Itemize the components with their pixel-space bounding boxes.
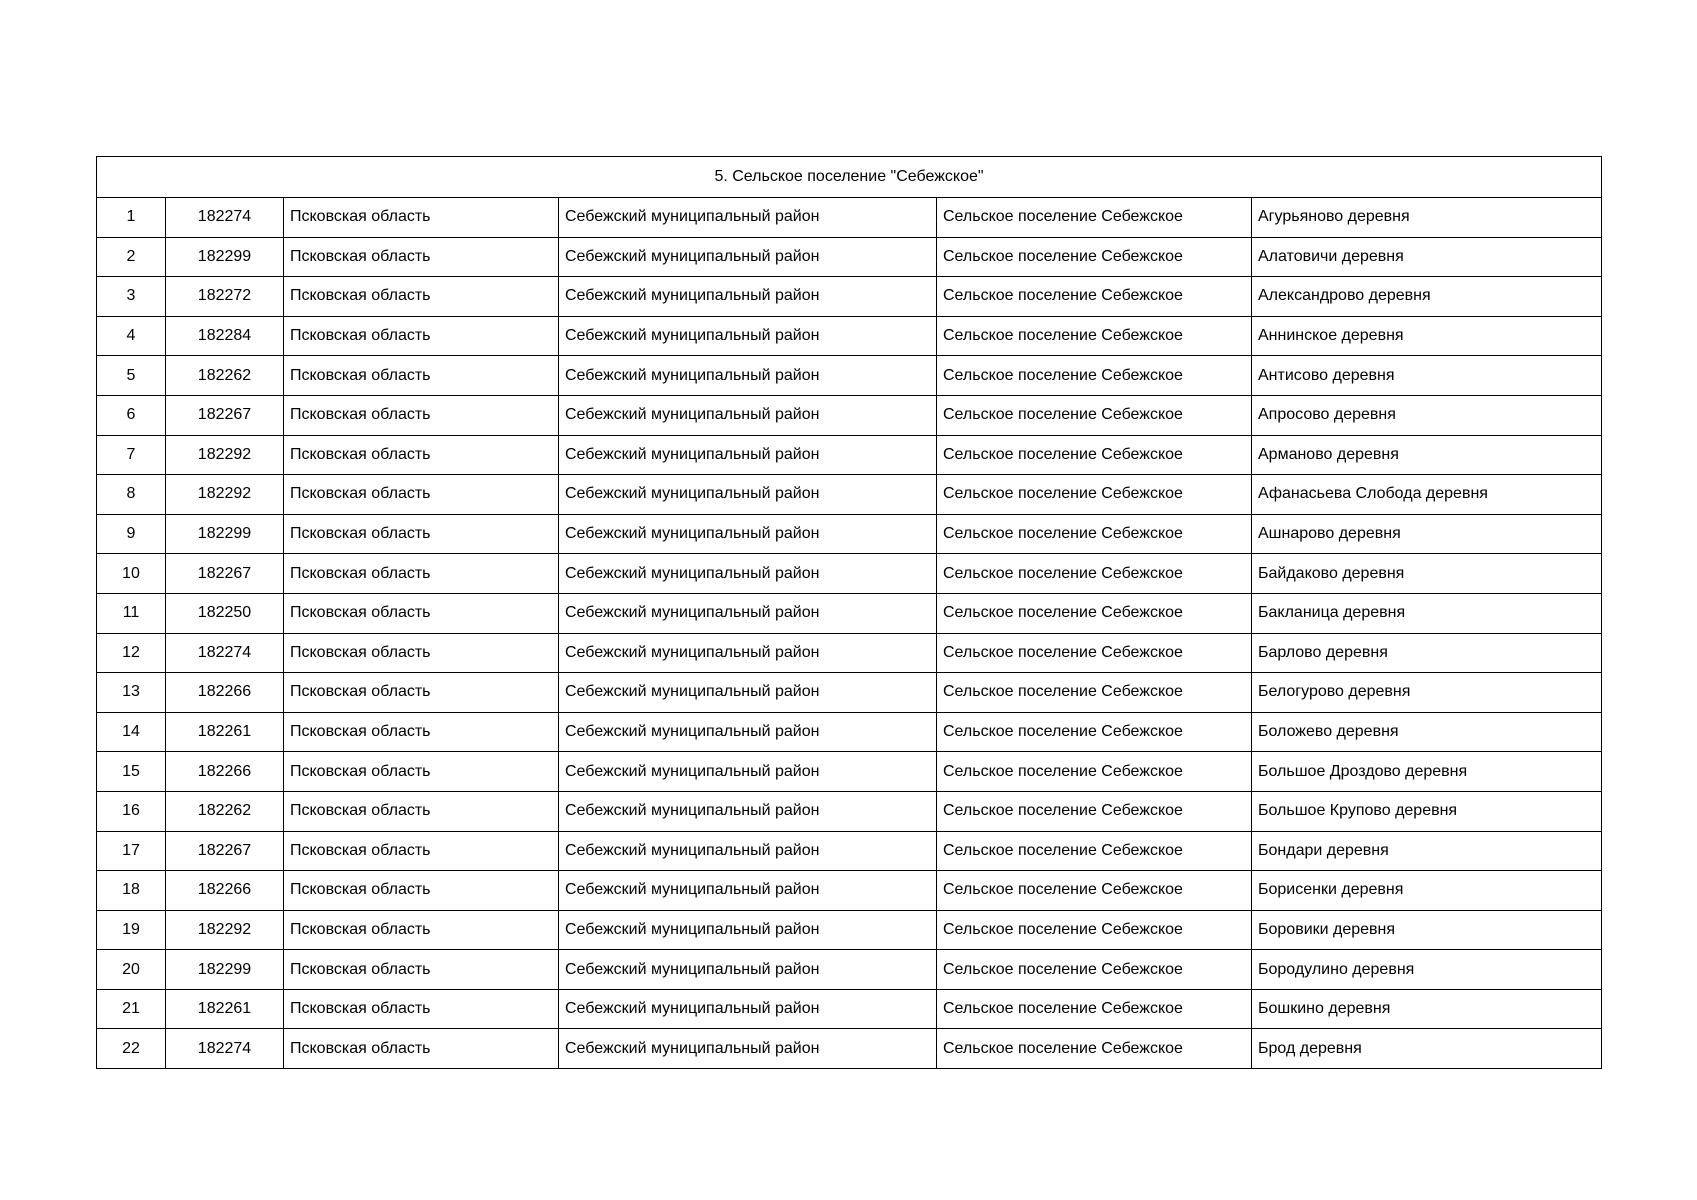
row-number-cell: 13 [97,673,166,713]
table-row [97,435,1602,475]
row-number-cell: 11 [97,593,166,633]
row-number-cell: 5 [97,356,166,396]
locality-cell: Байдаково деревня [1252,554,1602,594]
table-row [97,752,1602,792]
locality-cell: Борисенки деревня [1252,871,1602,911]
region-cell: Псковская область [284,475,559,515]
settlement-cell: Сельское поселение Себежское [937,752,1252,792]
table-body [97,157,1602,1069]
row-number-cell: 15 [97,752,166,792]
postal-index-cell: 182274 [166,633,284,673]
settlement-cell: Сельское поселение Себежское [937,316,1252,356]
table-row [97,950,1602,990]
locality-cell: Большое Дроздово деревня [1252,752,1602,792]
postal-index-cell: 182267 [166,395,284,435]
table-row [97,831,1602,871]
settlement-cell: Сельское поселение Себежское [937,475,1252,515]
postal-index-cell: 182266 [166,871,284,911]
locality-cell: Боровики деревня [1252,910,1602,950]
district-cell: Себежский муниципальный район [559,514,937,554]
settlement-cell: Сельское поселение Себежское [937,633,1252,673]
region-cell: Псковская область [284,910,559,950]
table-row [97,673,1602,713]
locality-cell: Ашнарово деревня [1252,514,1602,554]
district-cell: Себежский муниципальный район [559,198,937,238]
row-number-cell: 22 [97,1029,166,1069]
locality-cell: Боложево деревня [1252,712,1602,752]
settlement-cell: Сельское поселение Себежское [937,356,1252,396]
row-number-cell: 4 [97,316,166,356]
table-row [97,475,1602,515]
settlement-cell: Сельское поселение Себежское [937,1029,1252,1069]
district-cell: Себежский муниципальный район [559,593,937,633]
locality-cell: Алатовичи деревня [1252,237,1602,277]
region-cell: Псковская область [284,989,559,1029]
row-number-cell: 1 [97,198,166,238]
district-cell: Себежский муниципальный район [559,395,937,435]
table-row [97,395,1602,435]
district-cell: Себежский муниципальный район [559,673,937,713]
district-cell: Себежский муниципальный район [559,316,937,356]
region-cell: Псковская область [284,673,559,713]
region-cell: Псковская область [284,791,559,831]
postal-index-cell: 182267 [166,554,284,594]
district-cell: Себежский муниципальный район [559,277,937,317]
postal-index-cell: 182272 [166,277,284,317]
region-cell: Псковская область [284,435,559,475]
row-number-cell: 17 [97,831,166,871]
locality-cell: Барлово деревня [1252,633,1602,673]
postal-index-cell: 182299 [166,950,284,990]
district-cell: Себежский муниципальный район [559,475,937,515]
locality-cell: Афанасьева Слобода деревня [1252,475,1602,515]
document-sheet [96,156,1601,1069]
district-cell: Себежский муниципальный район [559,791,937,831]
locality-cell: Апросово деревня [1252,395,1602,435]
table-row [97,277,1602,317]
region-cell: Псковская область [284,950,559,990]
table-row [97,633,1602,673]
table-row [97,554,1602,594]
postal-index-cell: 182284 [166,316,284,356]
table-row [97,198,1602,238]
row-number-cell: 18 [97,871,166,911]
table-row [97,316,1602,356]
region-cell: Псковская область [284,514,559,554]
district-cell: Себежский муниципальный район [559,989,937,1029]
region-cell: Псковская область [284,316,559,356]
settlement-cell: Сельское поселение Себежское [937,395,1252,435]
postal-index-cell: 182267 [166,831,284,871]
table-row [97,871,1602,911]
settlement-cell: Сельское поселение Себежское [937,593,1252,633]
settlement-cell: Сельское поселение Себежское [937,673,1252,713]
district-cell: Себежский муниципальный район [559,831,937,871]
locality-cell: Арманово деревня [1252,435,1602,475]
settlement-cell: Сельское поселение Себежское [937,831,1252,871]
region-cell: Псковская область [284,871,559,911]
table-row [97,514,1602,554]
table-row [97,910,1602,950]
district-cell: Себежский муниципальный район [559,435,937,475]
postal-index-cell: 182262 [166,791,284,831]
district-cell: Себежский муниципальный район [559,871,937,911]
row-number-cell: 20 [97,950,166,990]
district-cell: Себежский муниципальный район [559,237,937,277]
row-number-cell: 12 [97,633,166,673]
district-cell: Себежский муниципальный район [559,752,937,792]
district-cell: Себежский муниципальный район [559,356,937,396]
postal-index-cell: 182299 [166,237,284,277]
postal-index-cell: 182292 [166,910,284,950]
region-cell: Псковская область [284,752,559,792]
postal-index-cell: 182299 [166,514,284,554]
row-number-cell: 14 [97,712,166,752]
locality-cell: Брод деревня [1252,1029,1602,1069]
locality-cell: Аннинское деревня [1252,316,1602,356]
settlement-cell: Сельское поселение Себежское [937,237,1252,277]
district-cell: Себежский муниципальный район [559,554,937,594]
region-cell: Псковская область [284,356,559,396]
district-cell: Себежский муниципальный район [559,1029,937,1069]
section-title: 5. Сельское поселение "Себежское" [97,157,1602,198]
row-number-cell: 2 [97,237,166,277]
row-number-cell: 8 [97,475,166,515]
locality-cell: Белогурово деревня [1252,673,1602,713]
region-cell: Псковская область [284,831,559,871]
postal-index-cell: 182274 [166,198,284,238]
postal-index-cell: 182261 [166,712,284,752]
table-row [97,356,1602,396]
settlement-cell: Сельское поселение Себежское [937,871,1252,911]
postal-index-cell: 182266 [166,673,284,713]
postal-index-cell: 182292 [166,435,284,475]
table-row [97,712,1602,752]
section-header-row [97,157,1602,198]
region-cell: Псковская область [284,1029,559,1069]
locality-cell: Бошкино деревня [1252,989,1602,1029]
row-number-cell: 10 [97,554,166,594]
settlement-cell: Сельское поселение Себежское [937,435,1252,475]
row-number-cell: 9 [97,514,166,554]
row-number-cell: 21 [97,989,166,1029]
region-cell: Псковская область [284,593,559,633]
table-row [97,791,1602,831]
settlement-cell: Сельское поселение Себежское [937,712,1252,752]
region-cell: Псковская область [284,277,559,317]
settlement-cell: Сельское поселение Себежское [937,554,1252,594]
settlement-cell: Сельское поселение Себежское [937,791,1252,831]
row-number-cell: 6 [97,395,166,435]
region-cell: Псковская область [284,198,559,238]
postal-index-cell: 182266 [166,752,284,792]
row-number-cell: 16 [97,791,166,831]
postal-index-cell: 182292 [166,475,284,515]
locality-cell: Бондари деревня [1252,831,1602,871]
postal-index-cell: 182250 [166,593,284,633]
locality-cell: Большое Крупово деревня [1252,791,1602,831]
region-cell: Псковская область [284,712,559,752]
district-cell: Себежский муниципальный район [559,712,937,752]
settlement-cell: Сельское поселение Себежское [937,950,1252,990]
locality-cell: Бородулино деревня [1252,950,1602,990]
settlement-cell: Сельское поселение Себежское [937,198,1252,238]
locality-cell: Агурьяново деревня [1252,198,1602,238]
settlement-cell: Сельское поселение Себежское [937,910,1252,950]
region-cell: Псковская область [284,554,559,594]
locality-cell: Александрово деревня [1252,277,1602,317]
district-cell: Себежский муниципальный район [559,910,937,950]
postal-index-cell: 182261 [166,989,284,1029]
row-number-cell: 3 [97,277,166,317]
table-row [97,989,1602,1029]
region-cell: Псковская область [284,395,559,435]
settlement-cell: Сельское поселение Себежское [937,277,1252,317]
postal-index-cell: 182262 [166,356,284,396]
region-cell: Псковская область [284,237,559,277]
table-row [97,237,1602,277]
settlement-cell: Сельское поселение Себежское [937,514,1252,554]
region-cell: Псковская область [284,633,559,673]
district-cell: Себежский муниципальный район [559,633,937,673]
settlement-cell: Сельское поселение Себежское [937,989,1252,1029]
settlements-table [96,156,1602,1069]
locality-cell: Антисово деревня [1252,356,1602,396]
postal-index-cell: 182274 [166,1029,284,1069]
row-number-cell: 19 [97,910,166,950]
locality-cell: Бакланица деревня [1252,593,1602,633]
district-cell: Себежский муниципальный район [559,950,937,990]
row-number-cell: 7 [97,435,166,475]
table-row [97,1029,1602,1069]
table-row [97,593,1602,633]
